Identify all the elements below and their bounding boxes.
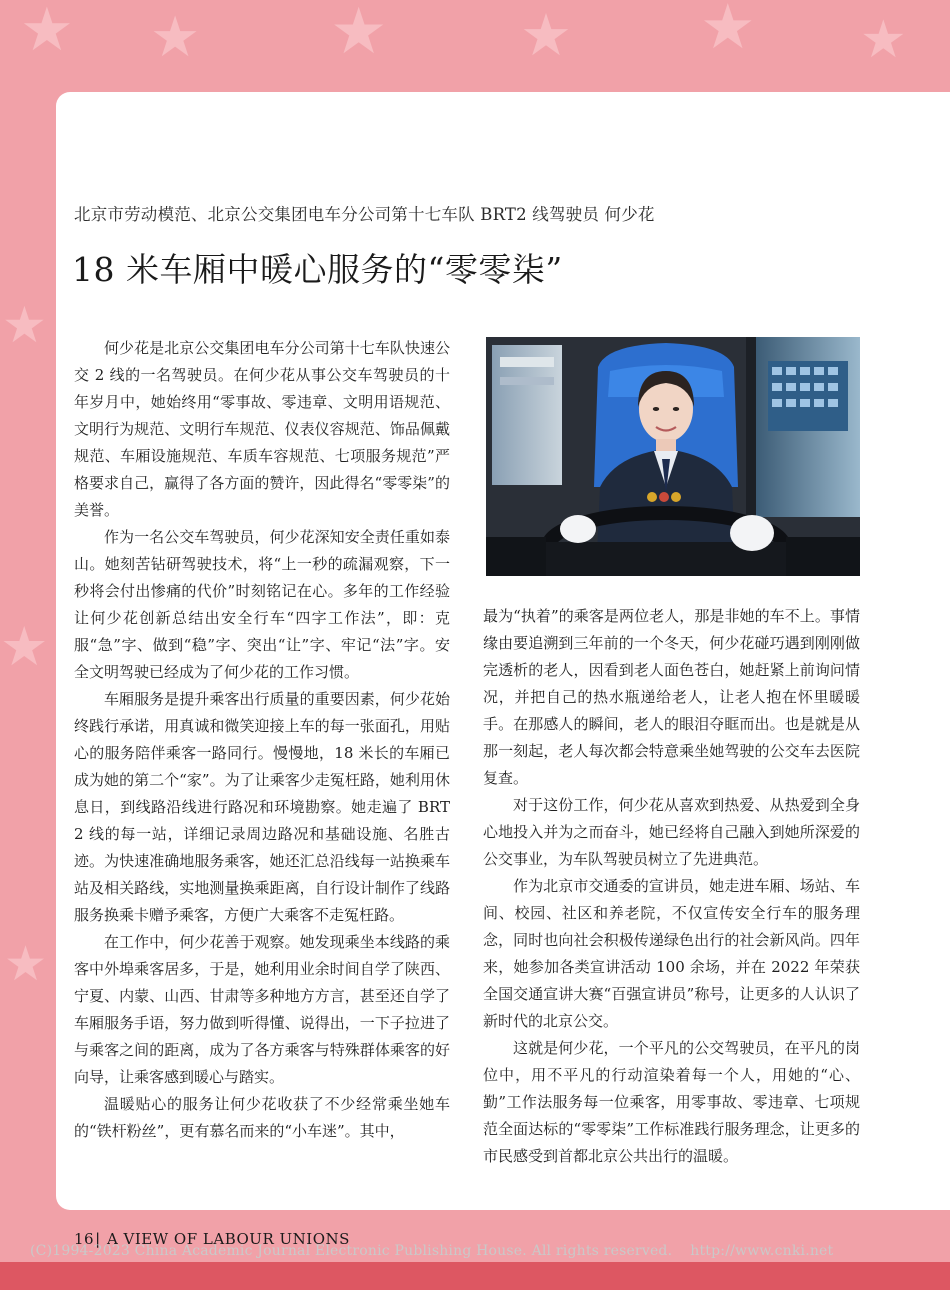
copyright-text: (C)1994-2023 China Academic Journal Electronic Publishing House. All rights reserved. [30,1243,673,1259]
article-title: 18 米车厢中暖心服务的“零零柒” [72,250,563,289]
background-star-icon: ★ [2,296,47,354]
driver-photo-illustration [486,337,860,576]
background-star-icon: ★ [520,1,572,69]
background-star-icon: ★ [20,0,74,65]
paragraph: 对于这份工作，何少花从喜欢到热爱、从热爱到全身心地投入并为之而奋斗，她已经将自己融入到她所深爱的公交事业，为车队驾驶员树立了先进典范。 [483,796,860,868]
watermark-url: http://www.cnki.net [690,1243,834,1259]
paragraph: 温暖贴心的服务让何少花收获了不少经常乘坐她车的“铁杆粉丝”，更有慕名而来的“小车迷”。其中， [74,1095,450,1140]
background-star-icon: ★ [4,936,48,992]
page-number: 16 [74,1230,95,1248]
paragraph: 何少花是北京公交集团电车分公司第十七车队快速公交 2 线的一名驾驶员。在何少花从事公交车驾驶员的十年岁月中，她始终用“零事故、零违章、文明用语规范、文明行为规范、文明行车规范、仪表仪容规范、饰品佩戴规范、车厢设施规范、车质车容规范、七项服务规范”严格要求自己，赢得了各方面的赞许，因此得名“零零柒”的美誉。 [74,339,450,519]
article-subtitle: 北京市劳动模范、北京公交集团电车分公司第十七车队 BRT2 线驾驶员 何少花 [74,205,655,224]
paragraph-continuation: 最为“执着”的乘客是两位老人，那是非她的车不上。事情缘由要追溯到三年前的一个冬天，何少花碰巧遇到刚刚做完透析的老人，因看到老人面色苍白，她赶紧上前询问情况，并把自己的热水瓶递给老人，让老人抱在怀里暖暖手。在那感人的瞬间，老人的眼泪夺眶而出。也是就是从那一刻起，老人每次都会特意乘坐她驾驶的公交车去医院复查。 [483,607,860,787]
background-star-icon: ★ [330,0,388,69]
copyright-watermark [30,1243,833,1259]
paragraph: 作为北京市交通委的宣讲员，她走进车厢、场站、车间、校园、社区和养老院，不仅宣传安全行车的服务理念，同时也向社会积极传递绿色出行的社会新风尚。四年来，她参加各类宣讲活动 100 余场，并在 2022 年荣获全国交通宣讲大赛“百强宣讲员”称号，让更多的人认识了新时代的北京公交。 [483,877,860,1030]
magazine-name: A VIEW OF LABOUR UNIONS [106,1230,350,1248]
paragraph: 作为一名公交车驾驶员，何少花深知安全责任重如泰山。她刻苦钻研驾驶技术，将“上一秒的疏漏观察，下一秒将会付出惨痛的代价”时刻铭记在心。多年的工作经验让何少花创新总结出安全行车“四字工作法”，即：克服“急”字、做到“稳”字、突出“让”字、牢记“法”字。安全文明驾驶已经成为了何少花的工作习惯。 [74,528,450,681]
background-star-icon: ★ [150,5,201,70]
separator: | [95,1230,101,1248]
paragraph: 车厢服务是提升乘客出行质量的重要因素，何少花始终践行承诺，用真诚和微笑迎接上车的每一张面孔，用贴心的服务陪伴乘客一路同行。慢慢地，18 米长的车厢已成为她的第二个“家”。为了让乘客少走冤枉路，她利用休息日，到线路沿线进行路况和环境勘察。她走遍了 BRT2 线的每一站，详细记录周边路况和基础设施、名胜古迹。为快速准确地服务乘客，她还汇总沿线每一站换乘车站及相关路线，实地测量换乘距离，自行设计制作了线路服务换乘卡赠予乘客，方便广大乘客不走冤枉路。 [74,690,450,924]
driver-photo [486,337,860,576]
background-star-icon: ★ [0,615,49,678]
paragraph: 这就是何少花，一个平凡的公交驾驶员，在平凡的岗位中，用不平凡的行动渲染着每一个人，用她的“心、勤”工作法服务每一位乘客，用零事故、零违章、七项规范全面达标的“零零柒”工作标准践行服务理念，让更多的市民感受到首都北京公共出行的温暖。 [483,1039,860,1165]
background-star-icon: ★ [860,10,907,70]
right-column [483,603,860,1170]
paragraph: 在工作中，何少花善于观察。她发现乘坐本线路的乘客中外埠乘客居多，于是，她利用业余时间自学了陕西、宁夏、内蒙、山西、甘肃等多种地方方言，甚至还自学了车厢服务手语，努力做到听得懂、说得出，一下子拉进了与乘客之间的距离，成为了各方乘客与特殊群体乘客的好向导，让乘客感到暖心与踏实。 [74,933,450,1086]
left-column [74,335,450,1145]
footer-bar [0,1262,950,1290]
background-star-icon: ★ [700,0,756,63]
